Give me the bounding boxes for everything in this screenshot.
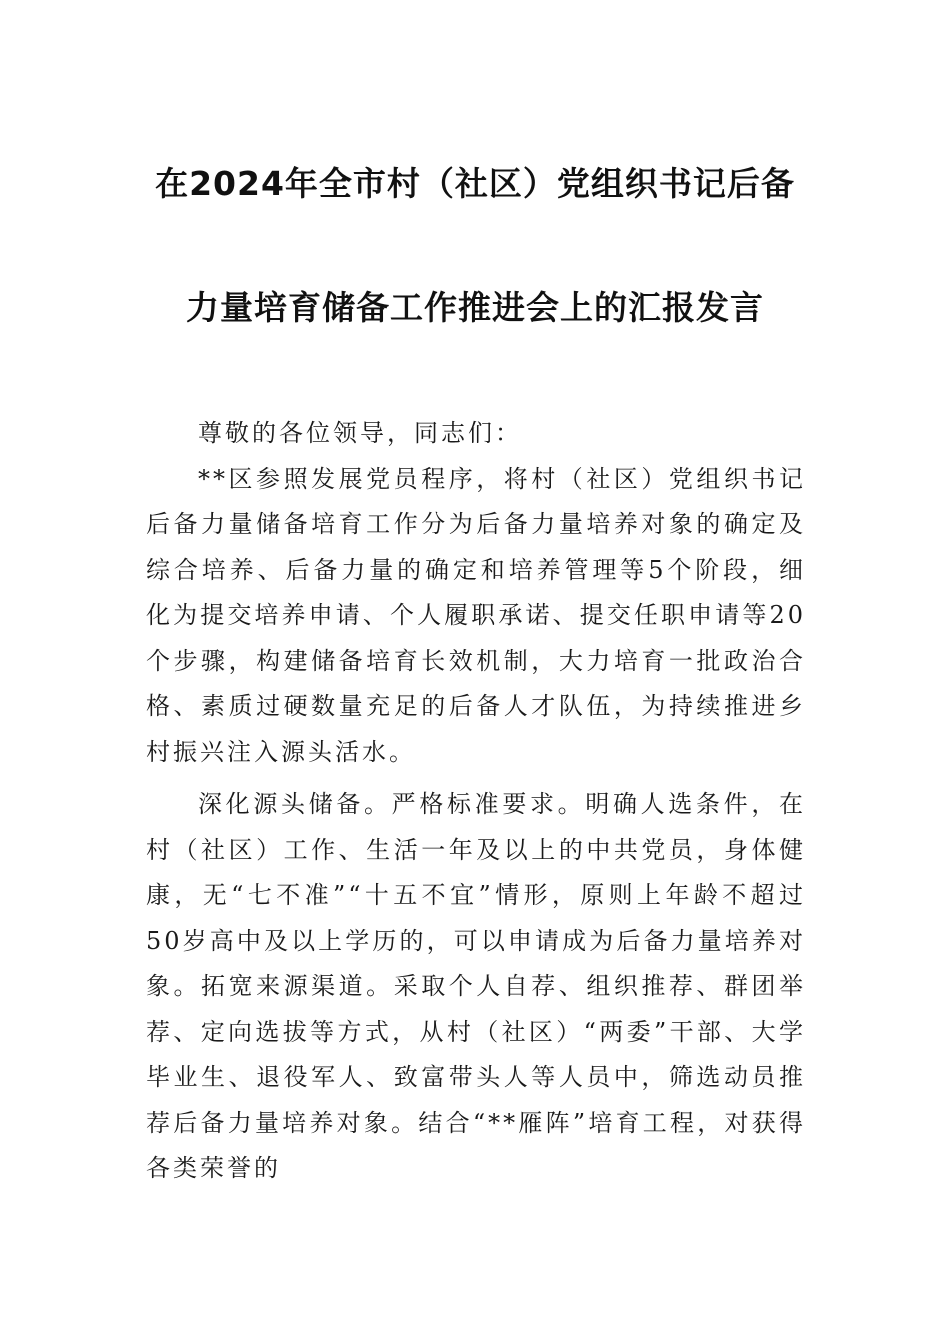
document-body (146, 411, 806, 1192)
salutation: 尊敬的各位领导，同志们： (198, 419, 522, 447)
paragraph-intro: **区参照发展党员程序，将村（社区）党组织书记后备力量储备培育工作分为后备力量培养对象的确定及综合培养、后备力量的确定和培养管理等5个阶段，细化为提交培养申请、个人履职承诺、提交任职申请等20个步骤，构建储备培育长效机制，大力培育一批政治合格、素质过硬数量充足的后备人才队伍，为持续推进乡村振兴注入源头活水。 (146, 464, 806, 766)
document-title-line-1: 在2024年全市村（社区）党组织书记后备 (155, 164, 795, 203)
paragraph-source-reserve: 深化源头储备。严格标准要求。明确人选条件，在村（社区）工作、生活一年及以上的中共党员，身体健康，无“七不准”“十五不宜”情形，原则上年龄不超过50岁高中及以上学历的，可以申请成为后备力量培养对象。拓宽来源渠道。采取个人自荐、组织推荐、群团举荐、定向选拔等方式，从村（社区）“两委”干部、大学毕业生、退役军人、致富带头人等人员中，筛选动员推荐后备力量培养对象。结合“**雁阵”培育工程，对获得各类荣誉的 (146, 790, 806, 1182)
document-title-line-2: 力量培育储备工作推进会上的汇报发言 (186, 288, 764, 327)
